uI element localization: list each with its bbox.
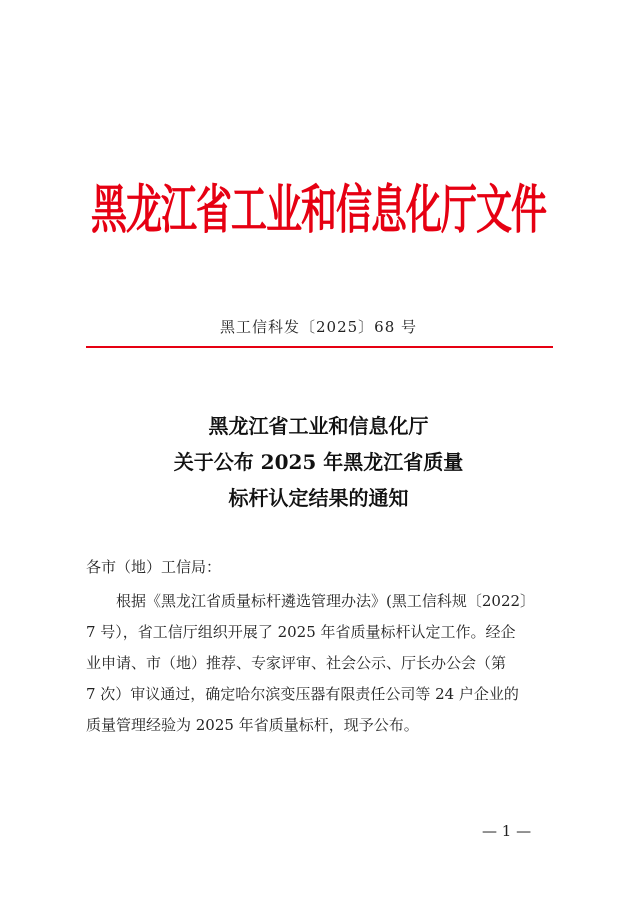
addressee-line: 各市（地）工信局： bbox=[86, 558, 222, 576]
title-line-3: 标杆认定结果的通知 bbox=[228, 486, 409, 510]
paragraph-line: 7 号），省工信厅组织开展了 2025 年省质量标杆认定工作。经企 bbox=[86, 623, 516, 641]
paragraph-line: 7 次）审议通过，确定哈尔滨变压器有限责任公司等 24 户企业的 bbox=[86, 685, 519, 703]
paragraph-line: 质量管理经验为 2025 年省质量标杆，现予公布。 bbox=[86, 716, 419, 734]
title-line-1: 黑龙江省工业和信息化厅 bbox=[208, 414, 429, 438]
red-divider-line bbox=[86, 346, 553, 348]
paragraph-line: 业申请、市（地）推荐、专家评审、社会公示、厅长办公会（第 bbox=[86, 654, 507, 672]
body-paragraph bbox=[86, 586, 556, 741]
document-number: 黑工信科发〔2025〕68 号 bbox=[219, 318, 418, 336]
page-number: — 1 — bbox=[482, 822, 532, 840]
masthead-title: 黑龙江省工业和信息化厅文件 bbox=[90, 181, 546, 241]
title-line-2: 关于公布 2025 年黑龙江省质量 bbox=[173, 450, 464, 474]
paragraph-line: 根据《黑龙江省质量标杆遴选管理办法》(黑工信科规〔2022〕 bbox=[116, 592, 536, 610]
notice-title bbox=[0, 408, 637, 516]
